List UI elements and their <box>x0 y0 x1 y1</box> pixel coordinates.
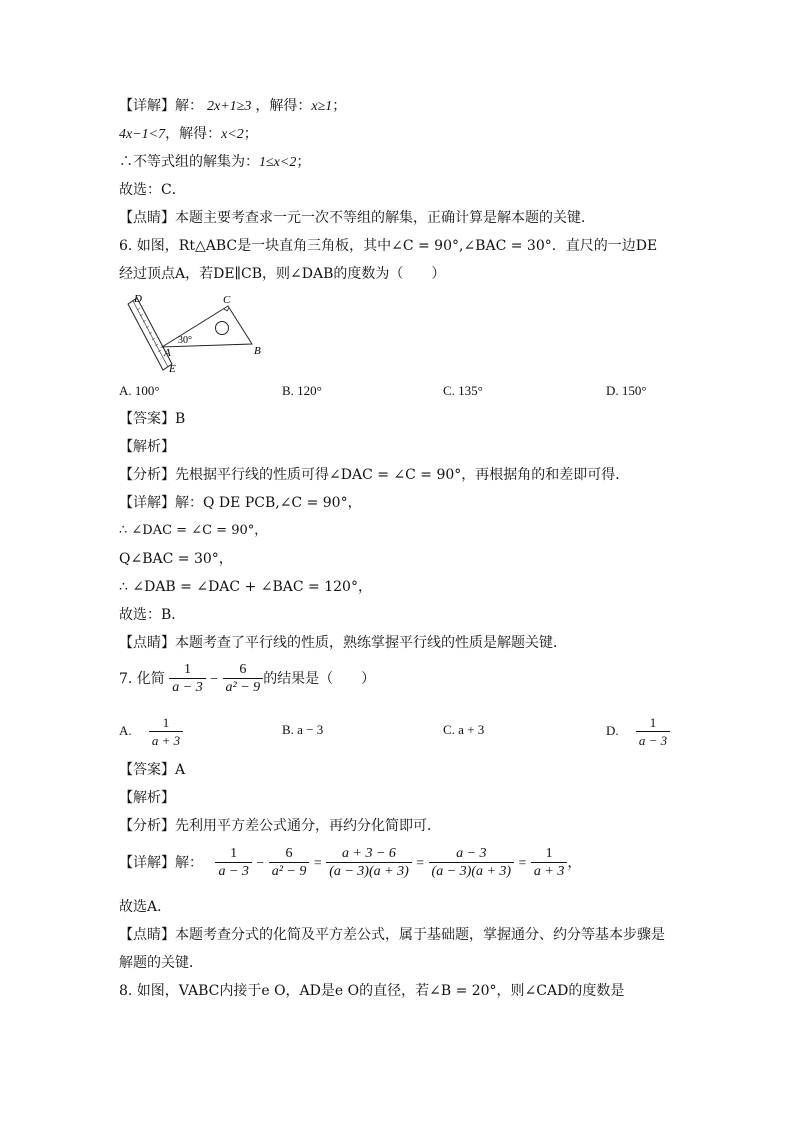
detail-tag: 【详解】 <box>119 495 175 511</box>
q7-analysis-tag: 【解析】 <box>119 790 175 806</box>
q7-stem <box>119 660 375 699</box>
label-d: D <box>134 293 142 305</box>
therefore-text: ∴不等式组的解集为： <box>119 154 259 170</box>
q8-stem: 8. 如图，VABC内接于e O，AD是e O的直径，若∠B = 20°，则∠CAD的度数是 <box>119 983 625 999</box>
q5-line-3 <box>119 152 310 173</box>
q6-option-d: D. 150° <box>606 383 647 398</box>
q6-option-a: A. 100° <box>119 383 160 398</box>
q7-choose: 故选A． <box>119 899 172 915</box>
result-1: x≥1 <box>311 99 333 114</box>
review-text: 先利用平方差公式通分，再约分化简即可． <box>175 818 441 834</box>
q5-line-2 <box>119 124 258 145</box>
q7-review <box>119 816 441 836</box>
comment-text: 本题考查分式的化简及平方差公式，属于基础题，掌握通分、约分等基本步骤是 <box>175 927 665 943</box>
separator: ； <box>296 154 311 170</box>
q7-answer <box>119 760 185 780</box>
answer-value: A <box>175 762 186 778</box>
q6-detail <box>119 493 362 513</box>
review-tag: 【分析】 <box>119 467 175 483</box>
q6-analysis-tag: 【解析】 <box>119 439 175 455</box>
inequality-2: 4x−1<7 <box>119 127 166 142</box>
comment-text: 本题主要考查求一元一次不等组的解集，正确计算是解本题的关键． <box>175 210 595 226</box>
q7-option-c: C. a + 3 <box>443 722 485 737</box>
q6-stem-line-2: 经过顶点A，若DE∥CB，则∠DAB的度数为（ ） <box>119 266 446 282</box>
review-text: 先根据平行线的性质可得∠DAC = ∠C = 90°，再根据角的和差即可得． <box>175 467 630 483</box>
comment-tag: 【点睛】 <box>119 927 175 943</box>
q6-figure <box>120 290 270 375</box>
label-c: C <box>223 294 231 306</box>
review-tag: 【分析】 <box>119 818 175 834</box>
comment-text: 本题考查了平行线的性质，熟练掌握平行线的性质是解题关键． <box>175 635 567 651</box>
angle-label: 30° <box>178 335 192 346</box>
q7-number: 7. 化简 <box>119 671 165 687</box>
q6-step-3: Q∠BAC = 30°， <box>119 551 233 567</box>
solve-text: ，解得： <box>165 126 222 142</box>
q6-option-b: B. 120° <box>282 383 322 398</box>
q6-step-2: ∴ ∠DAC = ∠C = 90°， <box>119 523 268 538</box>
q5-detail-line <box>119 96 346 117</box>
q7-comment-1 <box>119 925 665 945</box>
q6-stem-line-1: 6. 如图，Rt△ABC是一块直角三角板，其中∠C = 90°,∠BAC = 30°．直尺的一边DE <box>119 238 658 254</box>
q6-option-c: C. 135° <box>443 383 483 398</box>
solution-prefix: 解： <box>175 98 203 114</box>
q7-option-b: B. a − 3 <box>282 722 324 737</box>
q6-answer <box>119 409 185 429</box>
comment-tag: 【点睛】 <box>119 210 175 226</box>
q7-option-a: A. $\frac{1}{a + 3}$ <box>119 712 183 750</box>
solution-prefix: 解： <box>175 855 203 871</box>
label-b: B <box>254 345 261 357</box>
ruler <box>128 298 172 370</box>
solve-text: ，解得： <box>255 98 312 114</box>
q6-review <box>119 465 629 485</box>
detail-text: 解：Q DE PCB,∠C = 90°， <box>175 495 362 511</box>
comment-tag: 【点睛】 <box>119 635 175 651</box>
separator: ； <box>243 126 258 142</box>
label-e: E <box>169 363 176 375</box>
q6-step-4: ∴ ∠DAB = ∠DAC + ∠BAC = 120°， <box>119 579 372 595</box>
q6-choose: 故选：B． <box>119 607 186 623</box>
q7-tail: 的结果是（ ） <box>263 671 376 687</box>
solution-set: 1≤x<2 <box>259 155 297 170</box>
answer-tag: 【答案】 <box>119 411 175 427</box>
q7-option-d: D. $\frac{1}{a - 3}$ <box>606 712 670 750</box>
q5-comment <box>119 208 595 228</box>
q6-comment <box>119 633 567 653</box>
separator: ； <box>332 98 347 114</box>
q7-fraction-1: $\frac{1}{a - 3}$ <box>169 662 205 696</box>
triangle-abc <box>162 306 252 347</box>
q5-choose: 故选：C． <box>119 182 186 198</box>
minus-sign: − <box>210 672 219 687</box>
q7-detail: 【详解】解： $\frac{1}{a - 3}$ − $\frac{6}{\text{a² − 9}}$ = $\frac{a + 3 - 6}{(a - 3)(a + 3)}$ = $\frac{a - 3}{(a - 3)(a + 3)}$ = $\frac{1}{a + 3}$ ， <box>119 846 582 879</box>
inequality-1: 2x+1≥3 <box>207 99 252 114</box>
detail-tag: 【详解】 <box>119 855 175 871</box>
detail-tag: 【详解】 <box>119 98 175 114</box>
q7-comment-2: 解题的关键． <box>119 955 203 971</box>
label-a: A <box>164 347 171 359</box>
result-2: x<2 <box>221 127 244 142</box>
answer-tag: 【答案】 <box>119 762 175 778</box>
q7-fraction-2: $\frac{6}{\text{a² − 9}}$ <box>223 662 264 696</box>
answer-value: B <box>175 411 186 427</box>
